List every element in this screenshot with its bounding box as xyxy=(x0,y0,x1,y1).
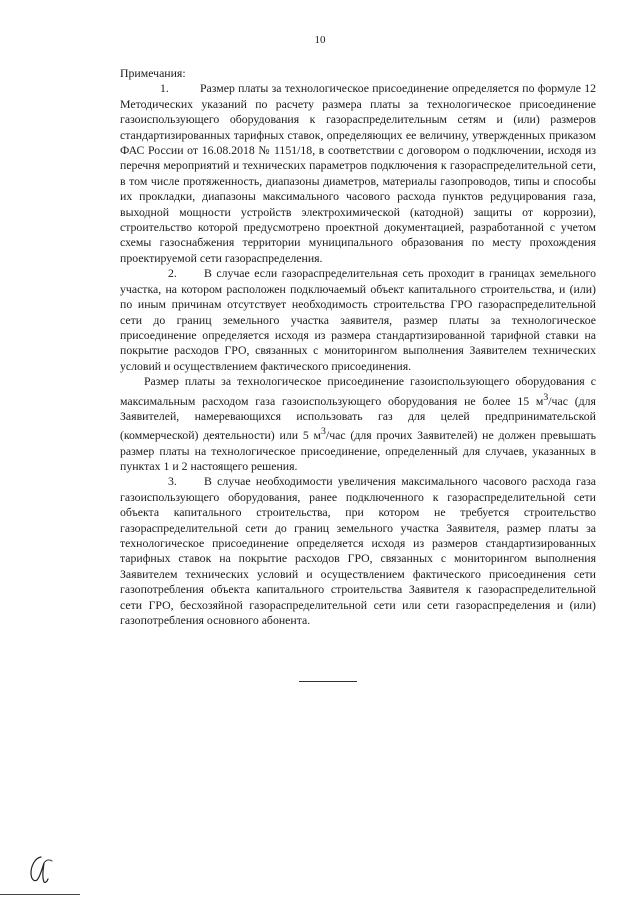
note-item-1 xyxy=(120,81,596,266)
fee-limit-paragraph xyxy=(120,374,596,474)
note-item-1-number: 1. xyxy=(160,81,169,96)
note-item-3-text: В случае необходимости увеличения максимального часового расхода газа газоиспользующего оборудования, ранее подключенного к газораспределительной сети объекта капитального строительства, при котором не требуется строительство газораспределительной сети до границ земельного участка Заявителя, размер платы за технологическое присоединение определяется исходя из размеров стандартизированных тарифных ставок на покрытие расходов ГРО, связанных с мониторингом выполнения Заявителем технических условий и осуществлением фактического присоединения сети газопотребления объекта капитального строительства Заявителя к газораспределительной сети ГРО, бесхозяйной газораспределительной сети или сети газораспределения и (или) газопотребления основного абонента. xyxy=(120,474,596,628)
notes-heading: Примечания: xyxy=(120,66,186,80)
cubic-superscript-1: 3 xyxy=(543,391,549,403)
handwritten-initial-signature xyxy=(28,853,54,885)
fee-limit-text-part2: /час (для Заявителей, намеревающихся использовать газ для целей предпринимательской (коммерческой) деятельности) или 5 м xyxy=(120,393,596,443)
note-item-3-number: 3. xyxy=(168,474,177,489)
note-item-1-text: Размер платы за технологическое присоединение определяется по формуле 12 Методических указаний по расчету размера платы за технологическое присоединение газоиспользующего оборудования к газораспределительным сетям и (или) размеров стандартизированных тарифных ставок, определяющих ее величину, утвержденных приказом ФАС России от 16.08.2018 № 1151/18, в соответствии с договором о подключении, исходя из перечня мероприятий и технических параметров подключения к газораспределительной сети, в том числе протяженность, диапазоны диаметров, материалы газопроводов, типы и способы их прокладки, диапазоны максимального часового расхода пунктов редуцирования газа, выходной мощности устройств электрохимической (катодной) защиты от коррозии), строительство которой предусмотрено проектной документацией, разработанной с учетом схемы газоснабжения территории муниципального образования по месту прохождения проектируемой сети газораспределения. xyxy=(120,81,596,265)
note-item-2-text: В случае если газораспределительная сеть проходит в границах земельного участка, на котором расположен подключаемый объект капитального строительства, и (или) по иным причинам отсутствует необходимость строительства ГРО газораспределительной сети до границ земельного участка заявителя, размер платы за технологическое присоединение определяется исходя из размера стандартизированной тарифной ставки на покрытие расходов ГРО, связанных с мониторингом выполнения Заявителем технических условий и осуществлением фактического присоединения. xyxy=(120,266,596,373)
note-item-3 xyxy=(120,474,596,628)
page-number: 10 xyxy=(314,34,326,46)
fee-limit-text-part1: Размер платы за технологическое присоединение газоиспользующего оборудования с максимальным расходом газа газоиспользующего оборудования не более 15 м xyxy=(120,374,596,408)
fee-limit-text-part3: /час (для прочих Заявителей) не должен превышать размер платы на технологическое присоединение, определенный для случаев, указанных в пунктах 1 и 2 настоящего решения. xyxy=(120,428,596,473)
end-divider-line xyxy=(299,681,357,682)
bottom-margin-line xyxy=(0,894,80,895)
note-item-2-number: 2. xyxy=(168,266,177,281)
note-item-2 xyxy=(120,266,596,374)
notes-section xyxy=(120,66,596,628)
cubic-superscript-2: 3 xyxy=(321,426,326,438)
